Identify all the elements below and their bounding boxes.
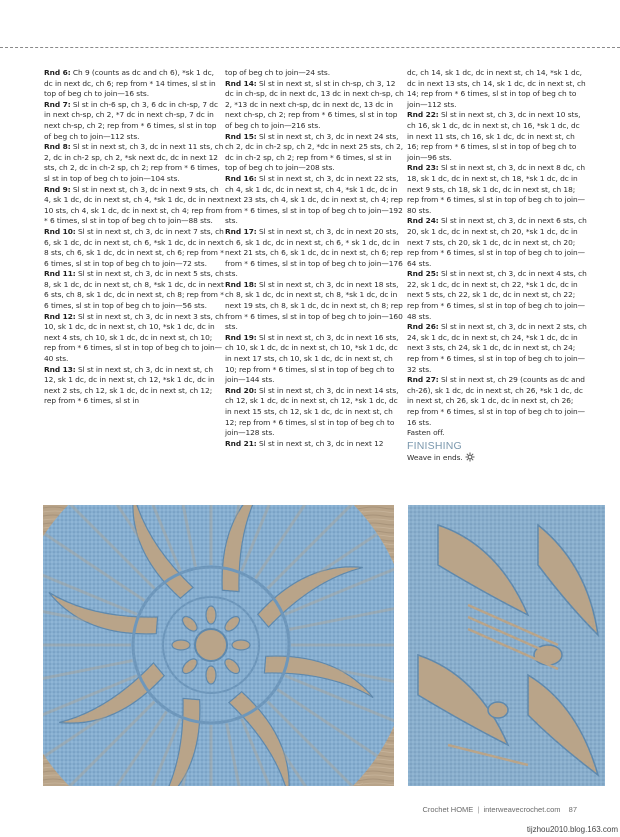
round-text: Sl st in next st, ch 3, dc in next 16 sts, ch 10, sk 1 dc, dc in next st, ch 10, *sk 1 dc, dc in next 17 sts, ch 10, sk 1 dc, dc in next st, ch 10; rep from * 6 times, sl st in top of beg ch to join—144 sts. [225,332,399,385]
round-text: dc, ch 14, sk 1 dc, dc in next st, ch 14, *sk 1 dc, dc in next 13 sts, ch 14, sk 1 dc, dc in next st, ch 14; rep from * 6 times, sl st in top of beg ch to join—112 sts. [407,68,586,109]
round-text: Sl st in next st, ch 3, dc in next 20 sts, ch 6, sk 1 dc, dc in next st, ch 6, * sk 1 dc, dc in next 21 sts, ch 6, sk 1 dc, dc in next st, ch 6; rep from * 6 times, sl st in top of beg ch to join—176 sts. [225,226,403,279]
round-text: Sl st in next st, ch 3, dc in next st, ch 12, sk 1 dc, dc in next st, ch 12, *sk 1 dc, dc in next 2 sts, ch 12, sk 1 dc, dc in next st, ch 12; rep from * 6 times, sl st in [44,364,215,406]
round-instruction [44,227,224,269]
round-text: Sl st in next st, ch 3, dc in next 10 sts, ch 16, sk 1 dc, dc in next st, ch 16, *sk 1 dc, dc in next 11 sts, ch 16, sk 1 dc, dc in next st, ch 16; rep from * 6 times, sl st in top of beg ch to join—96 sts. [407,110,581,162]
round-label: Rnd 12: [44,311,76,321]
watermark: tijzhou2010.blog.163.com [526,825,618,834]
round-label: Rnd 10: [44,226,76,236]
round-instruction [225,386,405,439]
round-instruction [225,132,405,174]
finishing-text: Weave in ends. [407,452,463,462]
round-instruction [44,68,224,100]
round-instruction [407,322,587,375]
round-instruction [407,428,587,439]
crochet-doily-detail-photo [408,505,605,786]
round-instruction [407,68,587,110]
round-label: Rnd 13: [44,364,76,374]
round-instruction [44,269,224,311]
round-instruction [44,185,224,227]
round-text: Sl st in next st, ch 3, dc in next 3 sts, ch 10, sk 1 dc, dc in next st, ch 10, *sk 1 dc, dc in next 4 sts, ch 10, sk 1 dc, dc in next st, ch 10; rep from * 6 times, sl st in top of beg ch to join—40 sts. [44,311,224,364]
round-instruction [407,163,587,216]
round-text: Sl st in next st, ch 3, dc in next 8 dc, ch 18, sk 1 dc, dc in next st, ch 18, *sk 1 dc, dc in next 9 sts, ch 18, sk 1 dc, dc in next st, ch 18; rep from * 6 times, sl st in top of beg ch to join—80 sts. [407,163,586,215]
round-instruction [44,365,224,407]
website-link[interactable]: interweavecrochet.com [483,805,561,814]
round-instruction [225,333,405,386]
round-label: Rnd 17: [225,226,257,236]
doily-photo-detail [408,505,605,786]
round-text: Sl st in next st, ch 3, dc in next 14 sts, ch 12, sk 1 dc, dc in next st, ch 12, *sk 1 dc, dc in next 15 sts, ch 12, sk 1 dc, dc in next st, ch 12; rep from * 6 times, sl st in top of beg ch to join—128 sts. [225,385,399,438]
round-text: Ch 9 (counts as dc and ch 6), *sk 1 dc, dc in next dc, ch 6; rep from * 14 times, sl st in top of beg ch to join—16 sts. [44,68,216,99]
round-label: Rnd 14: [225,78,257,88]
doily-inner-hole [232,640,250,650]
round-instruction [225,68,405,79]
round-label: Rnd 7: [44,99,71,109]
round-text: Sl st in next st, ch 3, dc in next 18 sts, ch 8, sk 1 dc, dc in next st, ch 8, *sk 1 dc, dc in next 19 sts, ch 8, sk 1 dc, dc in next st, ch 8; rep from * 6 times, sl st in top of beg ch to join—160 sts. [225,279,403,332]
round-text: Sl st in next st, sl st in ch-sp, ch 3, 12 dc in ch-sp, dc in next dc, 13 dc in next ch-sp, ch 2, *13 dc in next ch-sp, dc in next dc, 13 dc in next ch-sp, ch 2; rep from * 6 times, sl st in top of beg ch to join—216 sts. [225,78,404,130]
round-instruction [407,269,587,322]
round-label: Rnd 15: [225,131,257,141]
finishing-heading: FINISHING [407,439,462,452]
round-label: Rnd 22: [407,110,439,120]
round-instruction [407,375,587,428]
round-text: Sl st in next st, ch 3, dc in next 9 sts, ch 4, sk 1 dc, dc in next st, ch 4, *sk 1 dc, dc in next 10 sts, ch 4, sk 1 dc, dc in next st, ch 4; rep from * 6 times, sl st in top of beg ch to join—88 sts. [44,184,224,226]
round-label: Rnd 24: [407,216,439,226]
round-text: Sl st in next st, ch 3, dc in next 11 sts, ch 2, dc in ch-2 sp, ch 2, *sk next dc, dc in next 12 sts, ch 2, dc in ch-2 sp, ch 2; rep from * 6 times, sl st in top of beg ch to join—104 sts. [44,142,224,183]
round-label: Rnd 27: [407,375,439,385]
round-label: Rnd 9: [44,184,71,194]
doily-inner-hole [206,606,216,624]
doily-inner-hole [172,640,190,650]
round-label: Rnd 26: [407,322,439,332]
round-text: Sl st in next st, ch 3, dc in next 2 sts, ch 24, sk 1 dc, dc in next st, ch 24, *sk 1 dc, dc in next 3 sts, ch 24, sk 1 dc, dc in next st, ch 24; rep from * 6 times, sl st in top of beg ch to join—32 sts. [407,322,587,374]
top-dashed-rule [0,47,620,48]
round-instruction [225,227,405,280]
round-text: Sl st in next st, ch 29 (counts as dc and ch-26), sk 1 dc, dc in next st, ch 26, *sk 1 dc, dc in next st, ch 26, sk 1 dc, dc in next st, ch 26; rep from * 6 times, sl st in top of beg ch to join—16 sts. [407,375,586,427]
sun-flower-icon [465,452,475,462]
round-label: Rnd 21: [225,438,257,448]
finishing-text-line [407,452,587,464]
round-text: Sl st in next st, ch 3, dc in next 5 sts, ch 8, sk 1 dc, dc in next st, ch 8, *sk 1 dc, dc in next 6 sts, ch 8, sk 1 dc, dc in next st, ch 8; rep from * 6 times, sl st in top of beg ch to join—56 sts. [44,269,224,311]
round-label: Rnd 6: [44,68,71,77]
round-text: top of beg ch to join—24 sts. [225,68,331,77]
round-label: Rnd 18: [225,279,257,289]
round-label: Rnd 8: [44,142,71,152]
round-label: Rnd 20: [225,385,257,395]
round-instruction [44,100,224,142]
doily-photo-main [43,505,394,786]
round-instruction [407,110,587,163]
pattern-column-1 [44,68,224,407]
page-footer [372,805,577,814]
round-text: Sl st in next st, ch 3, dc in next 12 [256,438,384,448]
round-text: Sl st in next st, ch 3, dc in next 22 sts, ch 4, sk 1 dc, dc in next st, ch 4, *sk 1 dc, dc in next 23 sts, ch 4, sk 1 dc, dc in next st, ch 4; rep from * 6 times, sl st in top of beg ch to join—192 sts. [225,173,403,226]
round-label: Rnd 25: [407,269,439,279]
round-text: Sl st in next st, ch 3, dc in next 24 sts, ch 2, dc in ch-2 sp, ch 2, *dc in next 25 sts, ch 2, dc in ch-2 sp, ch 2; rep from * 6 times, sl st in top of beg ch to join—208 sts. [225,131,404,173]
round-instruction [407,216,587,269]
round-text: Fasten off. [407,428,445,438]
round-text: Sl st in next st, ch 3, dc in next 4 sts, ch 22, sk 1 dc, dc in next st, ch 22, *sk 1 dc, dc in next 5 sts, ch 22, sk 1 dc, dc in next st, ch 22; rep from * 6 times, sl st in top of beg ch to join—48 sts. [407,269,587,321]
round-label: Rnd 16: [225,173,257,183]
round-label: Rnd 19: [225,332,257,342]
round-instruction [44,142,224,184]
round-label: Rnd 23: [407,163,439,173]
page-number: 87 [568,805,577,814]
pattern-column-3 [407,68,587,463]
round-label: Rnd 11: [44,269,76,279]
crochet-doily-photo [43,505,394,786]
round-instruction [44,312,224,365]
doily-inner-hole [206,666,216,684]
round-instruction [225,280,405,333]
footer-separator: | [477,805,480,814]
round-text: Sl st in next st, ch 3, dc in next 6 sts, ch 20, sk 1 dc, dc in next st, ch 20, *sk 1 dc, dc in next 7 sts, ch 20, sk 1 dc, dc in next st, ch 20; rep from * 6 times, sl st in top of beg ch to join—64 sts. [407,216,587,268]
round-instruction [225,79,405,132]
round-text: Sl st in ch-6 sp, ch 3, 6 dc in ch-sp, 7 dc in next ch-sp, ch 2, *7 dc in next ch-sp, 7 dc in next ch-sp, ch 2; rep from * 6 times, sl st in top of beg ch to join—112 sts. [44,99,218,141]
pattern-column-2 [225,68,405,449]
round-instruction [225,174,405,227]
publication-name: Crochet HOME [422,805,474,814]
round-instruction [225,439,405,450]
round-text: Sl st in next st, ch 3, dc in next 7 sts, ch 6, sk 1 dc, dc in next st, ch 6, *sk 1 dc, dc in next 8 sts, ch 6, sk 1 dc, dc in next st, ch 6; rep from * 6 times, sl st in top of beg ch to join—72 sts. [44,226,224,268]
